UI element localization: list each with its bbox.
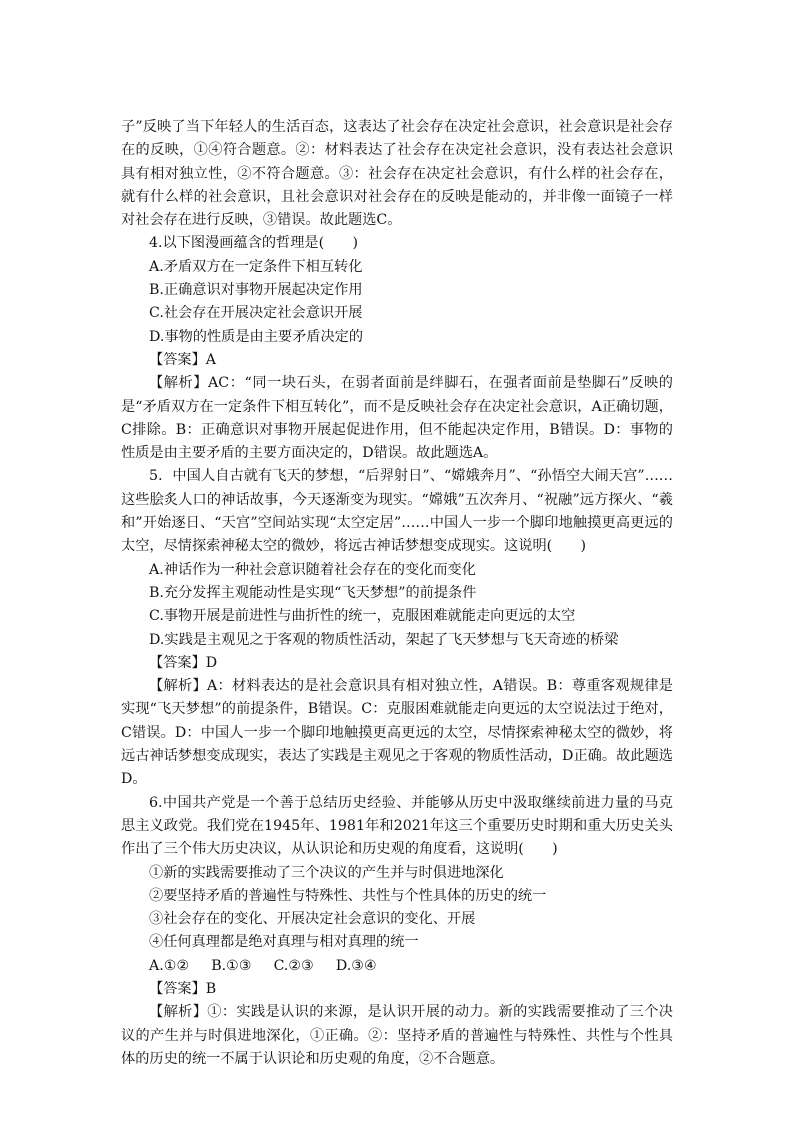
question-6-option-a: A.①② [149,957,190,974]
question-4-option-d: D.事物的性质是由主要矛盾决定的 [149,328,364,345]
question-4-answer: 【答案】A [149,351,216,368]
question-6-item-2: ②要坚持矛盾的普遍性与特殊性、共性与个性具体的历史的统一 [149,887,547,904]
question-4-analysis: 【解析】AC：“同一块石头，在弱者面前是绊脚石，在强者面前是垫脚石”反映的是“矛盾双方在一定条件下相互转化”，而不是反映社会存在决定社会意识，A正确切题，C排除。B：正确意识对事物开展起促进作用，但不能起决定作用，B错误。D：事物的性质是由主要矛盾的主要方面决定的，D错误。故此题选A。 [121,375,673,462]
question-5-answer: 【答案】D [149,654,218,671]
question-6-options [121,955,673,978]
question-5-option-b: B.充分发挥主观能动性是实现“飞天梦想”的前提条件 [149,584,477,601]
question-6-item-3: ③社会存在的变化、开展决定社会意识的变化、开展 [149,911,476,928]
question-6-option-d: D.③④ [335,957,377,974]
question-4-option-b: B.正确意识对事物开展起决定作用 [149,282,363,299]
question-5-option-c: C.事物开展是前进性与曲折性的统一，克服困难就能走向更远的太空 [149,608,576,625]
question-5-option-d: D.实践是主观见之于客观的物质性活动，架起了飞天梦想与飞天奇迹的桥梁 [149,631,619,648]
previous-analysis-tail: 子”反映了当下年轻人的生活百态，这表达了社会存在决定社会意识，社会意识是社会存在的反映，①④符合题意。②：材料表达了社会存在决定社会意识，没有表达社会意识具有相对独立性，②不符合题意。③：社会存在决定社会意识，有什么样的社会存在，就有什么样的社会意识，且社会意识对社会存在的反映是能动的，并非像一面镜子一样对社会存在进行反映，③错误。故此题选C。 [121,119,673,229]
question-4-stem: 4.以下图漫画蕴含的哲理是( ) [149,235,359,252]
question-6-option-c: C.②③ [273,957,314,974]
question-6-item-4: ④任何真理都是绝对真理与相对真理的统一 [149,934,419,951]
question-5-stem: 5．中国人自古就有飞天的梦想，“后羿射日”、“嫦娥奔月”、“孙悟空大闹天宫”……这些脍炙人口的神话故事，今天逐渐变为现实。“嫦娥”五次奔月、“祝融”远方探火、“羲和”开始逐日、“天宫”空间站实现“太空定居”……中国人一步一个脚印地触摸更高更远的太空，尽情探索神秘太空的微妙，将远古神话梦想变成现实。这说明( ) [121,468,673,555]
question-4-option-c: C.社会存在开展决定社会意识开展 [149,305,363,322]
question-6-answer: 【答案】B [149,980,217,997]
question-4-option-a: A.矛盾双方在一定条件下相互转化 [149,258,363,275]
document-content [121,116,673,1071]
question-6-analysis: 【解析】①：实践是认识的来源，是认识开展的动力。新的实践需要推动了三个决议的产生并与时俱进地深化，①正确。②：坚持矛盾的普遍性与特殊性、共性与个性具体的历史的统一不属于认识论和历史观的角度，②不合题意。 [121,1004,673,1067]
question-6-stem: 6.中国共产党是一个善于总结历史经验、并能够从历史中汲取继续前进力量的马克思主义政党。我们党在1945年、1981年和2021年这三个重要历史时期和重大历史关头作出了三个伟大历史决议，从认识论和历史观的角度看，这说明( ) [121,794,673,858]
question-6-item-1: ①新的实践需要推动了三个决议的产生并与时俱进地深化 [149,864,504,881]
question-5-analysis: 【解析】A：材料表达的是社会意识具有相对独立性，A错误。B：尊重客观规律是实现“飞天梦想”的前提条件，B错误。C：克服困难就能走向更远的太空说法过于绝对，C错误。D：中国人一步一个脚印地触摸更高更远的太空，尽情探索神秘太空的微妙，将远古神话梦想变成现实，表达了实践是主观见之于客观的物质性活动，D正确。故此题选D。 [121,678,673,788]
question-5-option-a: A.神话作为一种社会意识随着社会存在的变化而变化 [149,561,476,578]
question-6-option-b: B.①③ [211,957,252,974]
